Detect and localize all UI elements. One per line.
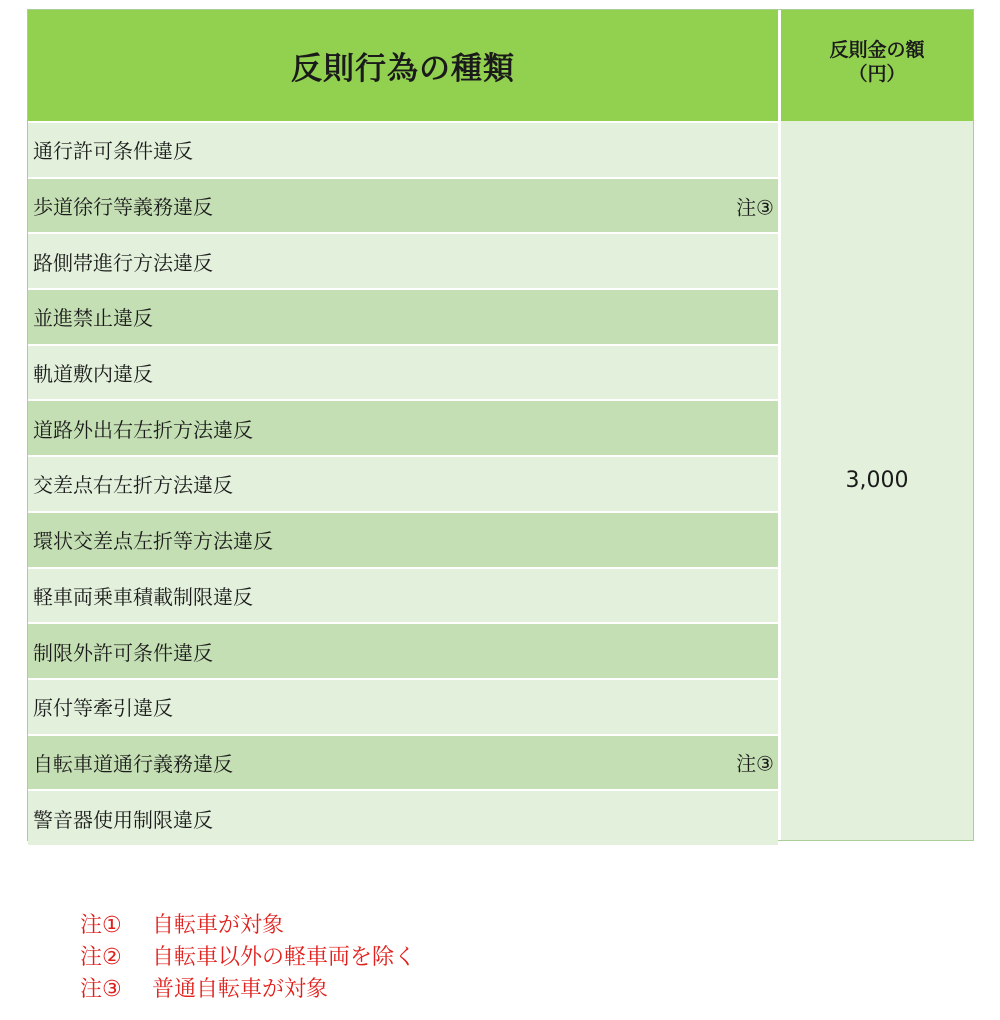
- violation-label: 歩道徐行等義務違反: [33, 195, 213, 220]
- violation-note: 注③: [736, 195, 774, 220]
- header-fine-amount-label: 反則金の額: [829, 38, 925, 61]
- table-row: [28, 678, 778, 734]
- table-row: [28, 789, 778, 845]
- violation-label: 自転車道通行義務違反: [33, 751, 233, 776]
- footnote: [80, 910, 416, 942]
- violation-label: 軽車両乗車積載制限違反: [33, 584, 253, 609]
- header-violation-type: 反則行為の種類: [291, 51, 515, 87]
- violation-label: 路側帯進行方法違反: [33, 250, 213, 275]
- table-row: [28, 177, 778, 233]
- table-row: [28, 622, 778, 678]
- footnote: [80, 942, 416, 974]
- table-row: [28, 399, 778, 455]
- header-fine-amount: [781, 10, 973, 121]
- fine-amount-value: 3,000: [781, 121, 973, 840]
- violation-fine-table: [27, 9, 974, 841]
- violation-label: 警音器使用制限違反: [33, 807, 213, 832]
- footnote: [80, 974, 416, 1006]
- violation-label: 原付等牽引違反: [33, 696, 173, 721]
- footnote-marker: 注②: [80, 945, 122, 970]
- table-row: [28, 567, 778, 623]
- footnotes: [80, 910, 416, 1006]
- header-fine-amount-unit: （円）: [848, 62, 906, 85]
- violation-label: 通行許可条件違反: [33, 139, 193, 164]
- footnote-marker: 注③: [80, 977, 122, 1002]
- table-row: [28, 455, 778, 511]
- table-row: [28, 121, 778, 177]
- violation-label: 交差点右左折方法違反: [33, 473, 233, 498]
- table-row: [28, 734, 778, 790]
- footnote-text: 普通自転車が対象: [152, 977, 329, 1002]
- table-row: [28, 288, 778, 344]
- violation-label: 制限外許可条件違反: [33, 640, 213, 665]
- violation-label: 軌道敷内違反: [33, 362, 153, 387]
- violation-label: 並進禁止違反: [33, 306, 153, 331]
- violation-note: 注③: [736, 751, 774, 776]
- footnote-text: 自転車以外の軽車両を除く: [152, 945, 417, 970]
- footnote-marker: 注①: [80, 913, 122, 938]
- violation-rows: [28, 121, 778, 845]
- violation-label: 環状交差点左折等方法違反: [33, 529, 273, 554]
- table-row: [28, 344, 778, 400]
- table-row: [28, 232, 778, 288]
- table-row: [28, 511, 778, 567]
- violation-label: 道路外出右左折方法違反: [33, 417, 253, 442]
- table-header: [28, 10, 973, 121]
- footnote-text: 自転車が対象: [152, 913, 285, 938]
